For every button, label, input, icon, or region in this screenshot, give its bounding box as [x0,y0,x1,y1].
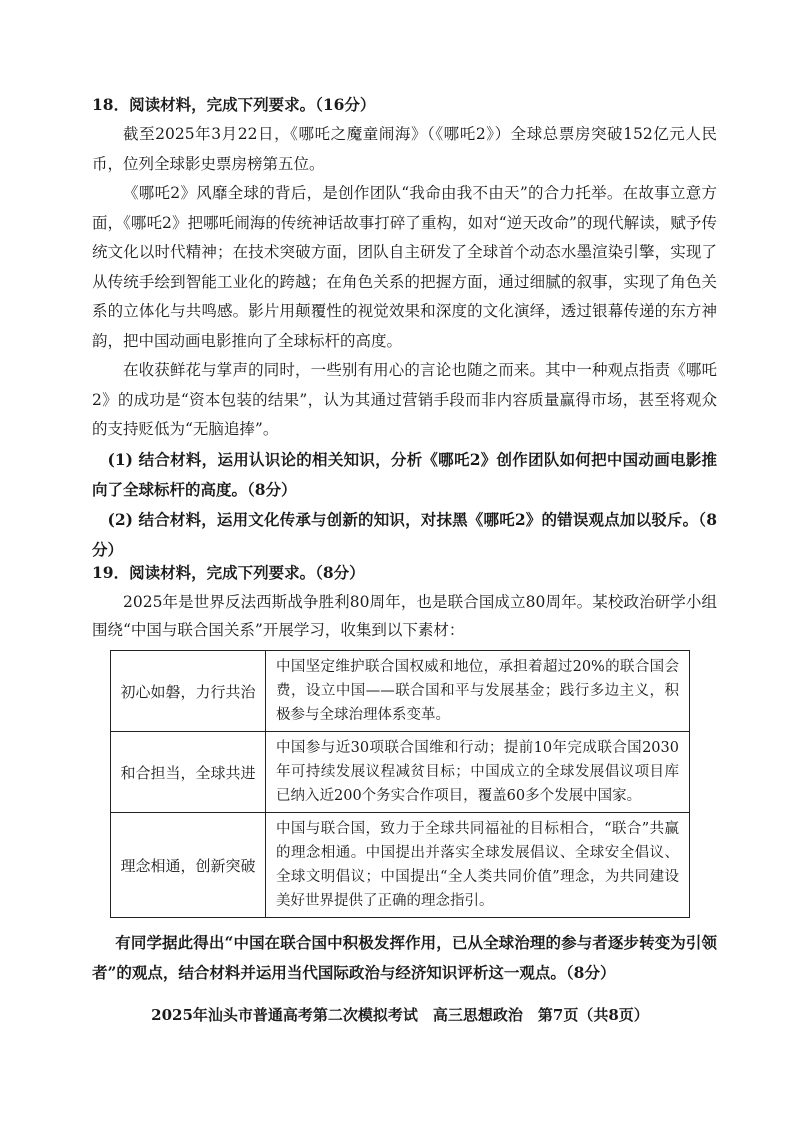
material-table [110,650,690,918]
question-18-paragraph: 截至2025年3月22日，《哪吒之魔童闹海》（《哪吒2》）全球总票房突破152亿元人民币，位列全球影史票房榜第五位。 [92,125,717,173]
row-text: 中国参与近30项联合国维和行动；提前10年完成联合国2030年可持续发展议程减贫目标；中国成立的全球发展倡议项目库已纳入近200个务实合作项目，覆盖60多个发展中国家。 [266,732,690,813]
question-18-paragraph: 在收获鲜花与掌声的同时，一些别有用心的言论也随之而来。其中一种观点指责《哪吒2》的成功是“资本包装的结果”，认为其通过营销手段而非内容质量赢得市场，甚至将观众的支持贬低为“无脑追捧”。 [92,361,717,438]
table-row [111,732,690,813]
question-18 [92,92,717,565]
question-18-heading: 18．阅读材料，完成下列要求。（16分） [92,95,376,114]
page-footer: 2025年汕头市普通高考第二次模拟考试 高三思想政治 第7页（共8页） [151,1006,649,1024]
question-18-paragraph: 《哪吒2》风靡全球的背后，是创作团队“我命由我不由天”的合力托举。在故事立意方面，《哪吒2》把哪吒闹海的传统神话故事打碎了重构，如对“逆天改命”的现代解读，赋予传统文化以时代精神；在技术突破方面，团队自主研发了全球首个动态水墨渲染引擎，实现了从传统手绘到智能工业化的跨越；在角色关系的把握方面，通过细腻的叙事，实现了角色关系的立体化与共鸣感。影片用颠覆性的视觉效果和深度的文化演绎，透过银幕传递的东方神韵，把中国动画电影推向了全球标杆的高度。 [92,184,717,350]
row-label: 和合担当，全球共进 [111,732,266,813]
question-19-heading: 19．阅读材料，完成下列要求。（8分） [92,563,365,582]
question-19-intro: 2025年是世界反法西斯战争胜利80周年，也是联合国成立80周年。某校政治研学小组围绕“中国与联合国关系”开展学习，收集到以下素材： [92,593,717,639]
question-19 [92,560,717,988]
question-18-sub-2: (2) 结合材料，运用文化传承与创新的知识，对抹黑《哪吒2》的错误观点加以驳斥。（8分） [92,509,717,559]
row-label: 理念相通，创新突破 [111,813,266,918]
row-label: 初心如磐，力行共治 [111,651,266,732]
table-row [111,651,690,732]
question-18-sub-1: (1) 结合材料，运用认识论的相关知识，分析《哪吒2》创作团队如何把中国动画电影推向了全球标杆的高度。（8分） [92,449,717,499]
table-row [111,813,690,918]
question-19-task: 有同学据此得出“中国在联合国中积极发挥作用，已从全球治理的参与者逐步转变为引领者”的观点，结合材料并运用当代国际政治与经济知识评析这一观点。（8分） [92,933,717,982]
row-text: 中国坚定维护联合国权威和地位，承担着超过20%的联合国会费，设立中国——联合国和平与发展基金；践行多边主义，积极参与全球治理体系变革。 [266,651,690,732]
row-text: 中国与联合国，致力于全球共同福祉的目标相合，“联合”共赢的理念相通。中国提出并落实全球发展倡议、全球安全倡议、全球文明倡议；中国提出“全人类共同价值”理念，为共同建设美好世界提供了正确的理念指引。 [266,813,690,918]
